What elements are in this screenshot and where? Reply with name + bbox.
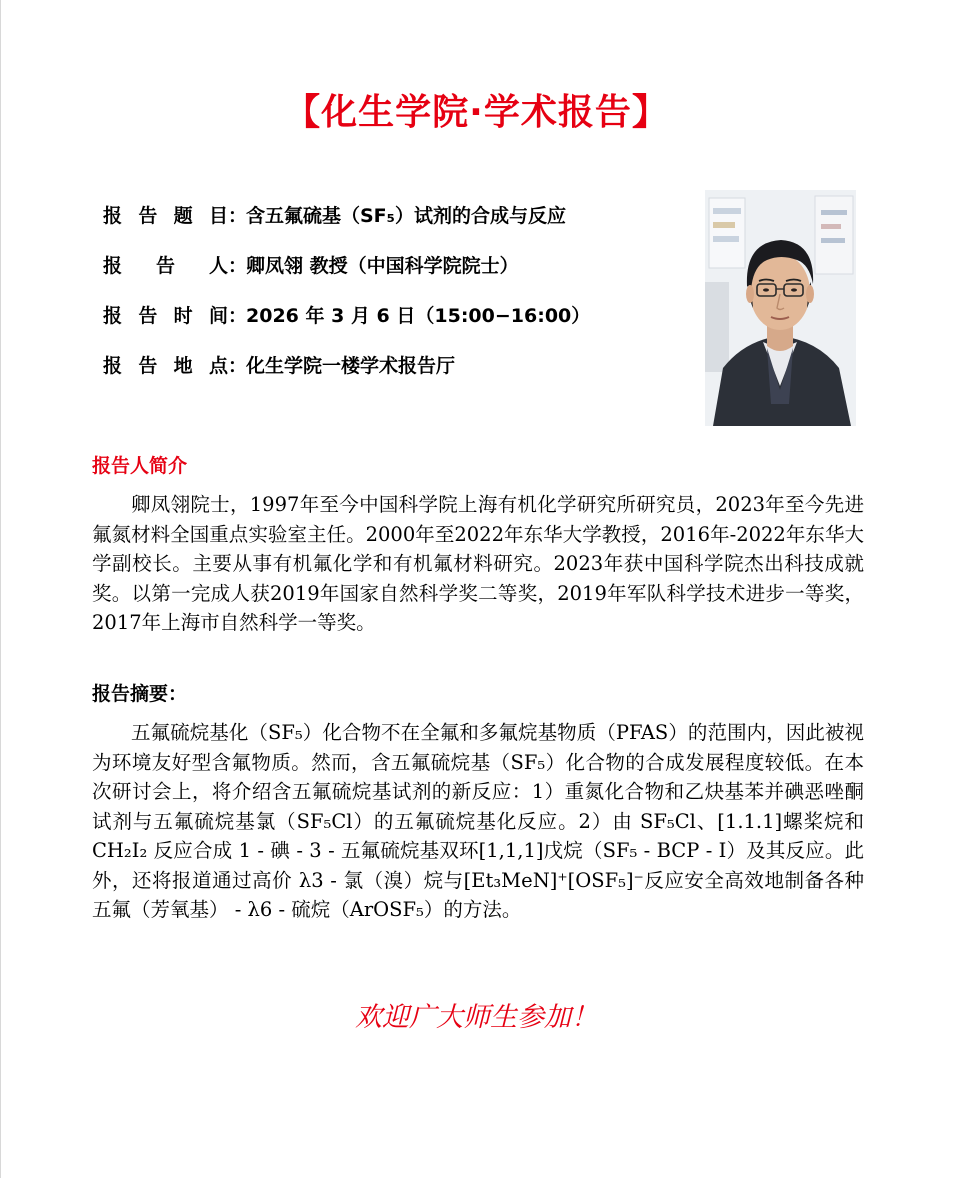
talk-info <box>103 197 693 397</box>
info-row-location <box>103 347 693 397</box>
info-colon: ： <box>228 205 248 227</box>
abstract-text: 五氟硫烷基化（SF₅）化合物不在全氟和多氟烷基物质（PFAS）的范围内，因此被视为环境友好型含氟物质。然而，含五氟硫烷基（SF₅）化合物的合成发展程度较低。在本次研讨会上，将介绍含五氟硫烷基试剂的新反应：1）重氮化合物和乙炔基苯并碘恶唑酮试剂与五氟硫烷基氯（SF₅Cl）的五氟硫烷基化反应。2）由 SF₅Cl、[1.1.1]螺桨烷和 CH₂I₂ 反应合成 1 - 碘 - 3 - 五氟硫烷基双环[1,1,1]戊烷（SF₅ - BCP - I）及其反应。此外，还将报道通过高价 λ3 - 氯（溴）烷与[Et₃MeN]⁺[OSF₅]⁻反应安全高效地制备各种五氟（芳氧基） - λ6 - 硫烷（ArOSF₅）的方法。 <box>92 721 864 921</box>
info-row-time <box>103 297 693 347</box>
bio-text: 卿凤翎院士，1997年至今中国科学院上海有机化学研究所研究员，2023年至今先进氟氮材料全国重点实验室主任。2000年至2022年东华大学教授，2016年-2022年东华大学副校长。主要从事有机氟化学和有机氟材料研究。2023年获中国科学院杰出科技成就奖。以第一完成人获2019年国家自然科学奖二等奖，2019年军队科学技术进步一等奖，2017年上海市自然科学一等奖。 <box>92 493 864 634</box>
page-title: 【化生学院·学术报告】 <box>284 92 669 133</box>
info-value-speaker: 卿凤翎 教授（中国科学院院士） <box>246 255 519 277</box>
welcome-message: 欢迎广大师生参加！ <box>355 1002 598 1033</box>
info-label: 报告人 <box>103 255 228 277</box>
info-colon: ： <box>228 255 248 277</box>
info-value-topic: 含五氟硫基（SF₅）试剂的合成与反应 <box>246 205 566 227</box>
info-row-speaker <box>103 247 693 297</box>
abstract-heading: 报告摘要： <box>92 683 188 705</box>
speaker-portrait <box>705 190 856 426</box>
info-row-topic <box>103 197 693 247</box>
info-label: 报告地点 <box>103 355 228 377</box>
info-value-time: 2026 年 3 月 6 日（15:00−16:00） <box>246 305 591 327</box>
bio-heading: 报告人简介 <box>92 455 188 477</box>
info-colon: ： <box>228 305 248 327</box>
info-label: 报告题目 <box>103 205 228 227</box>
info-colon: ： <box>228 355 248 377</box>
info-value-location: 化生学院一楼学术报告厅 <box>246 355 456 377</box>
info-label: 报告时间 <box>103 305 228 327</box>
